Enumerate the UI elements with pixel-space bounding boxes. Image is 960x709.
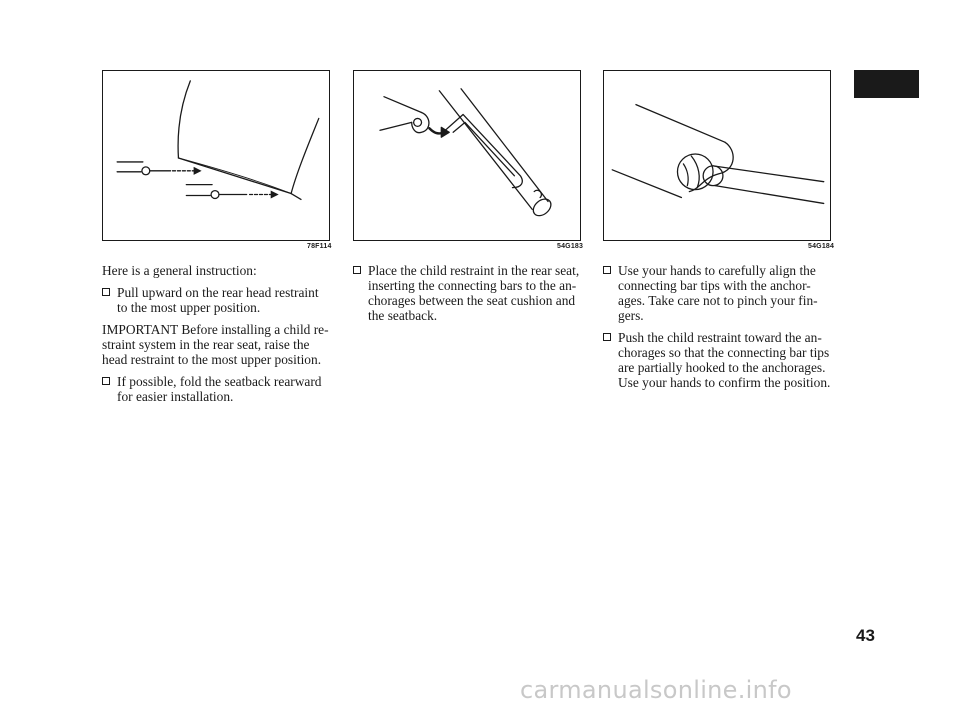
checkbox-bullet-icon [102, 288, 110, 296]
list-item-text: Use your hands to carefully align the connecting bar tips with the anchor-ages. Take care not to pinch your fin-gers. [618, 263, 818, 323]
intro-text: Here is a general instruction: [102, 263, 257, 278]
figure-connector-loop [353, 70, 581, 241]
figure-code: 78F114 [307, 243, 332, 250]
list-item [102, 374, 332, 404]
figure-seat-anchorage [102, 70, 330, 241]
figure-code: 54G184 [808, 243, 835, 250]
right-column [603, 263, 833, 397]
list-item-text: Push the child restraint toward the an-chorages so that the connecting bar tips are partially hooked to the anchorages. Use your hands to confirm the position. [618, 330, 831, 390]
list-item-text: Pull upward on the rear head restraint to the most upper position. [117, 285, 319, 315]
list-item [353, 263, 581, 323]
seat-illustration [103, 71, 329, 240]
connector-illustration [354, 71, 580, 240]
figure-bar-alignment [603, 70, 831, 241]
list-item-text: If possible, fold the seatback rearward for easier installation. [117, 374, 322, 404]
important-note: IMPORTANT Before installing a child re-straint system in the rear seat, raise the head restraint to the most upper position. [102, 322, 329, 367]
checkbox-bullet-icon [603, 333, 611, 341]
watermark: carmanualsonline.info [520, 676, 792, 704]
page-number: 43 [856, 626, 875, 645]
list-item [603, 330, 833, 390]
list-item-text: Place the child restraint in the rear seat, inserting the connecting bars to the an-chorages between the seat cushion and the seatback. [368, 263, 580, 323]
section-tab [854, 70, 919, 98]
list-item [102, 285, 332, 315]
checkbox-bullet-icon [102, 377, 110, 385]
figure-code: 54G183 [557, 243, 584, 250]
alignment-illustration [604, 71, 830, 240]
middle-column [353, 263, 581, 330]
left-column [102, 263, 332, 411]
list-item [603, 263, 833, 323]
checkbox-bullet-icon [603, 266, 611, 274]
checkbox-bullet-icon [353, 266, 361, 274]
